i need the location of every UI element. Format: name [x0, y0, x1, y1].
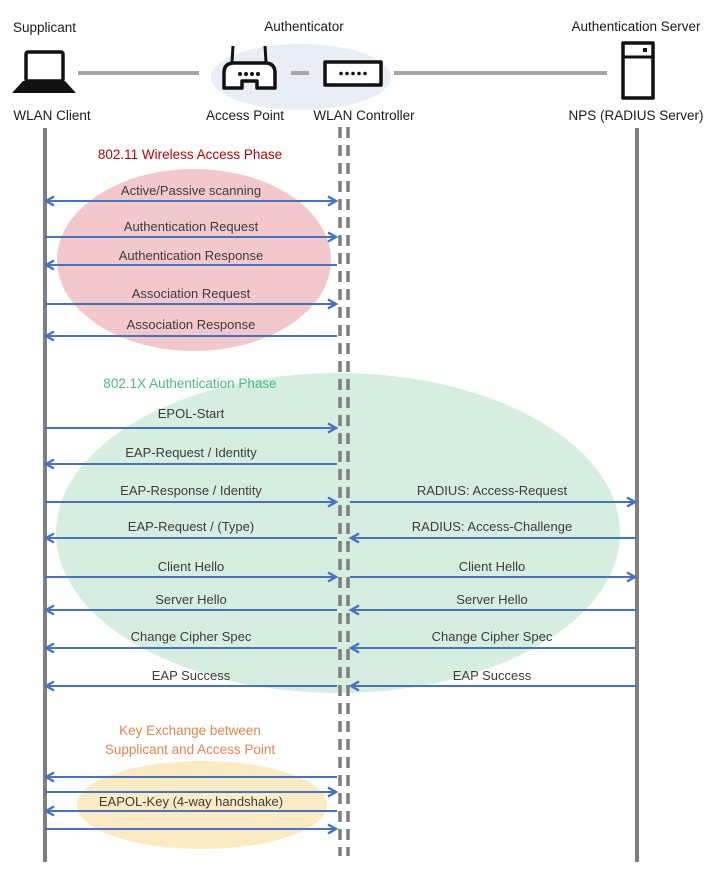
phase3-title-line1: Key Exchange between: [119, 723, 261, 738]
msg-authentication-response: Authentication Response: [118, 248, 264, 263]
msg-association-request: Association Request: [131, 286, 251, 301]
msg-eapol-key-handshake: EAPOL-Key (4-way handshake): [98, 794, 284, 809]
wlan-controller-icon: [325, 62, 381, 85]
msg-eap-success-left: EAP Success: [151, 668, 231, 683]
msg-change-cipher-right: Change Cipher Spec: [431, 629, 553, 644]
msg-server-hello-left: Server Hello: [155, 592, 227, 607]
msg-radius-access-request: RADIUS: Access-Request: [416, 483, 568, 498]
device-wlan-controller: WLAN Controller: [313, 108, 415, 123]
msg-client-hello-left: Client Hello: [157, 559, 225, 574]
role-authentication-server: Authentication Server: [571, 19, 701, 34]
device-wlan-client: WLAN Client: [13, 108, 91, 123]
msg-authentication-request: Authentication Request: [123, 219, 259, 234]
msg-eap-response-identity: EAP-Response / Identity: [120, 483, 262, 498]
msg-change-cipher-left: Change Cipher Spec: [130, 629, 252, 644]
laptop-icon: [12, 52, 76, 93]
msg-client-hello-right: Client Hello: [458, 559, 526, 574]
server-icon: [623, 43, 653, 98]
msg-eap-success-right: EAP Success: [452, 668, 532, 683]
msg-scanning: Active/Passive scanning: [120, 183, 262, 198]
phase2-title: 802.1X Authentication Phase: [103, 376, 277, 391]
role-authenticator: Authenticator: [264, 19, 344, 34]
msg-radius-access-challenge: RADIUS: Access-Challenge: [411, 519, 573, 534]
msg-server-hello-right: Server Hello: [456, 592, 528, 607]
phase1-title: 802.11 Wireless Access Phase: [97, 147, 283, 162]
msg-association-response: Association Response: [126, 317, 256, 332]
phase3-title-line2: Supplicant and Access Point: [104, 742, 276, 757]
role-supplicant: Supplicant: [13, 20, 77, 35]
device-access-point: Access Point: [205, 108, 285, 123]
msg-eap-request-type: EAP-Request / (Type): [127, 519, 255, 534]
msg-epol-start: EPOL-Start: [157, 406, 225, 421]
device-nps-radius-server: NPS (RADIUS Server): [568, 108, 704, 123]
msg-eap-request-identity: EAP-Request / Identity: [125, 445, 257, 460]
